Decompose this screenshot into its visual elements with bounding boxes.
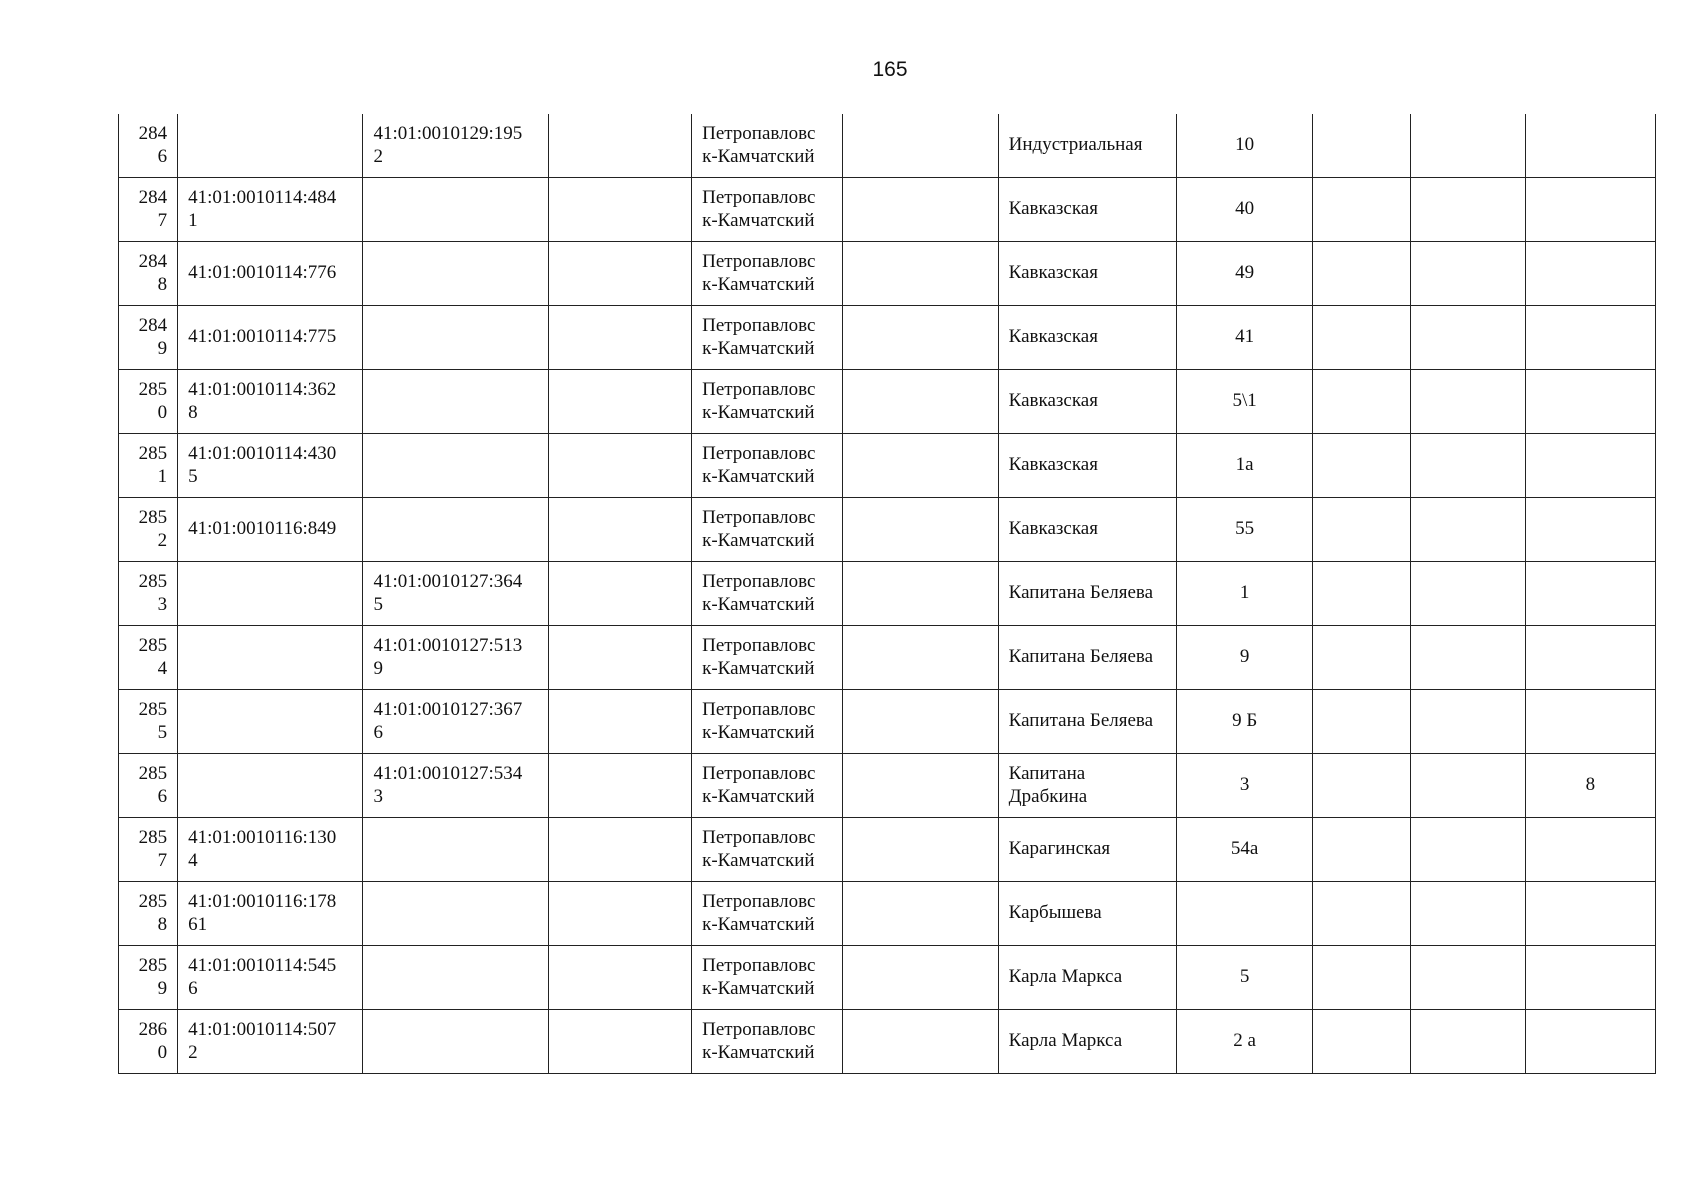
row-number-cell: 285 8 bbox=[119, 882, 178, 946]
row-number-cell: 286 0 bbox=[119, 1010, 178, 1074]
extra-value-cell bbox=[1525, 818, 1655, 882]
empty-cell bbox=[1313, 370, 1411, 434]
empty-cell bbox=[1313, 114, 1411, 178]
cadastral-number-cell: 41:01:0010114:507 2 bbox=[178, 1010, 363, 1074]
extra-value-cell bbox=[1525, 370, 1655, 434]
empty-cell bbox=[1411, 178, 1525, 242]
empty-cell bbox=[1411, 818, 1525, 882]
empty-cell bbox=[1411, 306, 1525, 370]
building-cadastral-cell bbox=[363, 882, 548, 946]
empty-cell bbox=[1411, 882, 1525, 946]
empty-cell bbox=[843, 754, 998, 818]
extra-value-cell bbox=[1525, 882, 1655, 946]
empty-cell bbox=[1313, 754, 1411, 818]
city-cell: Петропавловс к-Камчатский bbox=[692, 1010, 843, 1074]
extra-value-cell bbox=[1525, 242, 1655, 306]
empty-cell bbox=[548, 306, 691, 370]
building-cadastral-cell bbox=[363, 1010, 548, 1074]
cadastral-number-cell bbox=[178, 754, 363, 818]
table-row bbox=[119, 690, 1656, 754]
row-number-cell: 285 4 bbox=[119, 626, 178, 690]
street-cell: Капитана Драбкина bbox=[998, 754, 1176, 818]
street-cell: Капитана Беляева bbox=[998, 626, 1176, 690]
house-number-cell: 1 bbox=[1177, 562, 1313, 626]
empty-cell bbox=[1411, 242, 1525, 306]
empty-cell bbox=[1411, 1010, 1525, 1074]
row-number-cell: 285 0 bbox=[119, 370, 178, 434]
empty-cell bbox=[1411, 690, 1525, 754]
building-cadastral-cell bbox=[363, 434, 548, 498]
city-cell: Петропавловс к-Камчатский bbox=[692, 306, 843, 370]
registry-table bbox=[118, 114, 1656, 1074]
building-cadastral-cell bbox=[363, 818, 548, 882]
empty-cell bbox=[548, 178, 691, 242]
page-number: 165 bbox=[872, 58, 908, 81]
table-row bbox=[119, 242, 1656, 306]
table-row bbox=[119, 818, 1656, 882]
empty-cell bbox=[548, 498, 691, 562]
table-row bbox=[119, 370, 1656, 434]
empty-cell bbox=[1313, 498, 1411, 562]
building-cadastral-cell bbox=[363, 498, 548, 562]
registry-body bbox=[119, 114, 1656, 1074]
empty-cell bbox=[843, 626, 998, 690]
row-number-cell: 285 6 bbox=[119, 754, 178, 818]
row-number-cell: 285 2 bbox=[119, 498, 178, 562]
city-cell: Петропавловс к-Камчатский bbox=[692, 434, 843, 498]
house-number-cell: 9 Б bbox=[1177, 690, 1313, 754]
table-row bbox=[119, 434, 1656, 498]
house-number-cell: 1а bbox=[1177, 434, 1313, 498]
empty-cell bbox=[843, 178, 998, 242]
extra-value-cell bbox=[1525, 1010, 1655, 1074]
table-row bbox=[119, 306, 1656, 370]
table-row bbox=[119, 562, 1656, 626]
street-cell: Карбышева bbox=[998, 882, 1176, 946]
extra-value-cell bbox=[1525, 178, 1655, 242]
building-cadastral-cell: 41:01:0010127:534 3 bbox=[363, 754, 548, 818]
empty-cell bbox=[843, 690, 998, 754]
empty-cell bbox=[843, 306, 998, 370]
cadastral-number-cell: 41:01:0010114:362 8 bbox=[178, 370, 363, 434]
row-number-cell: 285 5 bbox=[119, 690, 178, 754]
city-cell: Петропавловс к-Камчатский bbox=[692, 818, 843, 882]
building-cadastral-cell bbox=[363, 370, 548, 434]
city-cell: Петропавловс к-Камчатский bbox=[692, 178, 843, 242]
empty-cell bbox=[548, 242, 691, 306]
empty-cell bbox=[1313, 626, 1411, 690]
cadastral-number-cell: 41:01:0010114:775 bbox=[178, 306, 363, 370]
house-number-cell: 5\1 bbox=[1177, 370, 1313, 434]
extra-value-cell bbox=[1525, 626, 1655, 690]
empty-cell bbox=[548, 626, 691, 690]
row-number-cell: 284 8 bbox=[119, 242, 178, 306]
city-cell: Петропавловс к-Камчатский bbox=[692, 114, 843, 178]
empty-cell bbox=[548, 690, 691, 754]
street-cell: Кавказская bbox=[998, 434, 1176, 498]
empty-cell bbox=[843, 370, 998, 434]
table-row bbox=[119, 178, 1656, 242]
empty-cell bbox=[548, 882, 691, 946]
house-number-cell bbox=[1177, 882, 1313, 946]
row-number-cell: 285 7 bbox=[119, 818, 178, 882]
city-cell: Петропавловс к-Камчатский bbox=[692, 690, 843, 754]
street-cell: Карла Маркса bbox=[998, 946, 1176, 1010]
street-cell: Карагинская bbox=[998, 818, 1176, 882]
empty-cell bbox=[843, 946, 998, 1010]
street-cell: Кавказская bbox=[998, 242, 1176, 306]
house-number-cell: 9 bbox=[1177, 626, 1313, 690]
table-row bbox=[119, 754, 1656, 818]
table-row bbox=[119, 1010, 1656, 1074]
empty-cell bbox=[1411, 754, 1525, 818]
empty-cell bbox=[1313, 1010, 1411, 1074]
building-cadastral-cell bbox=[363, 178, 548, 242]
building-cadastral-cell bbox=[363, 242, 548, 306]
table-row bbox=[119, 882, 1656, 946]
empty-cell bbox=[548, 434, 691, 498]
cadastral-number-cell: 41:01:0010114:484 1 bbox=[178, 178, 363, 242]
cadastral-number-cell: 41:01:0010114:776 bbox=[178, 242, 363, 306]
house-number-cell: 41 bbox=[1177, 306, 1313, 370]
house-number-cell: 5 bbox=[1177, 946, 1313, 1010]
extra-value-cell: 8 bbox=[1525, 754, 1655, 818]
row-number-cell: 284 7 bbox=[119, 178, 178, 242]
cadastral-number-cell: 41:01:0010114:545 6 bbox=[178, 946, 363, 1010]
extra-value-cell bbox=[1525, 434, 1655, 498]
street-cell: Кавказская bbox=[998, 306, 1176, 370]
empty-cell bbox=[1411, 562, 1525, 626]
row-number-cell: 285 9 bbox=[119, 946, 178, 1010]
street-cell: Кавказская bbox=[998, 178, 1176, 242]
row-number-cell: 284 6 bbox=[119, 114, 178, 178]
city-cell: Петропавловс к-Камчатский bbox=[692, 882, 843, 946]
cadastral-number-cell: 41:01:0010116:178 61 bbox=[178, 882, 363, 946]
empty-cell bbox=[1411, 626, 1525, 690]
extra-value-cell bbox=[1525, 562, 1655, 626]
empty-cell bbox=[1411, 946, 1525, 1010]
table-row bbox=[119, 626, 1656, 690]
cadastral-number-cell: 41:01:0010116:849 bbox=[178, 498, 363, 562]
extra-value-cell bbox=[1525, 690, 1655, 754]
empty-cell bbox=[843, 882, 998, 946]
empty-cell bbox=[1313, 242, 1411, 306]
building-cadastral-cell: 41:01:0010127:364 5 bbox=[363, 562, 548, 626]
row-number-cell: 284 9 bbox=[119, 306, 178, 370]
house-number-cell: 10 bbox=[1177, 114, 1313, 178]
empty-cell bbox=[843, 434, 998, 498]
empty-cell bbox=[1313, 434, 1411, 498]
empty-cell bbox=[843, 818, 998, 882]
cadastral-number-cell bbox=[178, 626, 363, 690]
empty-cell bbox=[548, 754, 691, 818]
street-cell: Кавказская bbox=[998, 370, 1176, 434]
extra-value-cell bbox=[1525, 306, 1655, 370]
table-row bbox=[119, 946, 1656, 1010]
building-cadastral-cell: 41:01:0010127:513 9 bbox=[363, 626, 548, 690]
empty-cell bbox=[1411, 434, 1525, 498]
extra-value-cell bbox=[1525, 498, 1655, 562]
city-cell: Петропавловс к-Камчатский bbox=[692, 946, 843, 1010]
building-cadastral-cell bbox=[363, 946, 548, 1010]
city-cell: Петропавловс к-Камчатский bbox=[692, 498, 843, 562]
house-number-cell: 2 а bbox=[1177, 1010, 1313, 1074]
empty-cell bbox=[1313, 882, 1411, 946]
house-number-cell: 54а bbox=[1177, 818, 1313, 882]
empty-cell bbox=[1313, 178, 1411, 242]
building-cadastral-cell: 41:01:0010127:367 6 bbox=[363, 690, 548, 754]
empty-cell bbox=[548, 1010, 691, 1074]
street-cell: Капитана Беляева bbox=[998, 562, 1176, 626]
city-cell: Петропавловс к-Камчатский bbox=[692, 626, 843, 690]
empty-cell bbox=[843, 1010, 998, 1074]
street-cell: Индустриальная bbox=[998, 114, 1176, 178]
empty-cell bbox=[548, 818, 691, 882]
house-number-cell: 40 bbox=[1177, 178, 1313, 242]
extra-value-cell bbox=[1525, 114, 1655, 178]
street-cell: Капитана Беляева bbox=[998, 690, 1176, 754]
empty-cell bbox=[843, 498, 998, 562]
house-number-cell: 3 bbox=[1177, 754, 1313, 818]
empty-cell bbox=[548, 562, 691, 626]
cadastral-number-cell: 41:01:0010114:430 5 bbox=[178, 434, 363, 498]
empty-cell bbox=[843, 242, 998, 306]
extra-value-cell bbox=[1525, 946, 1655, 1010]
house-number-cell: 49 bbox=[1177, 242, 1313, 306]
empty-cell bbox=[548, 114, 691, 178]
city-cell: Петропавловс к-Камчатский bbox=[692, 242, 843, 306]
cadastral-number-cell: 41:01:0010116:130 4 bbox=[178, 818, 363, 882]
cadastral-number-cell bbox=[178, 562, 363, 626]
cadastral-number-cell bbox=[178, 690, 363, 754]
empty-cell bbox=[1411, 370, 1525, 434]
city-cell: Петропавловс к-Камчатский bbox=[692, 754, 843, 818]
empty-cell bbox=[843, 114, 998, 178]
empty-cell bbox=[1411, 498, 1525, 562]
row-number-cell: 285 3 bbox=[119, 562, 178, 626]
row-number-cell: 285 1 bbox=[119, 434, 178, 498]
table-row bbox=[119, 114, 1656, 178]
empty-cell bbox=[843, 562, 998, 626]
city-cell: Петропавловс к-Камчатский bbox=[692, 370, 843, 434]
empty-cell bbox=[1411, 114, 1525, 178]
empty-cell bbox=[1313, 818, 1411, 882]
empty-cell bbox=[548, 946, 691, 1010]
street-cell: Кавказская bbox=[998, 498, 1176, 562]
building-cadastral-cell bbox=[363, 306, 548, 370]
table-row bbox=[119, 498, 1656, 562]
city-cell: Петропавловс к-Камчатский bbox=[692, 562, 843, 626]
street-cell: Карла Маркса bbox=[998, 1010, 1176, 1074]
empty-cell bbox=[1313, 946, 1411, 1010]
building-cadastral-cell: 41:01:0010129:195 2 bbox=[363, 114, 548, 178]
empty-cell bbox=[1313, 562, 1411, 626]
house-number-cell: 55 bbox=[1177, 498, 1313, 562]
empty-cell bbox=[1313, 690, 1411, 754]
empty-cell bbox=[548, 370, 691, 434]
cadastral-number-cell bbox=[178, 114, 363, 178]
empty-cell bbox=[1313, 306, 1411, 370]
